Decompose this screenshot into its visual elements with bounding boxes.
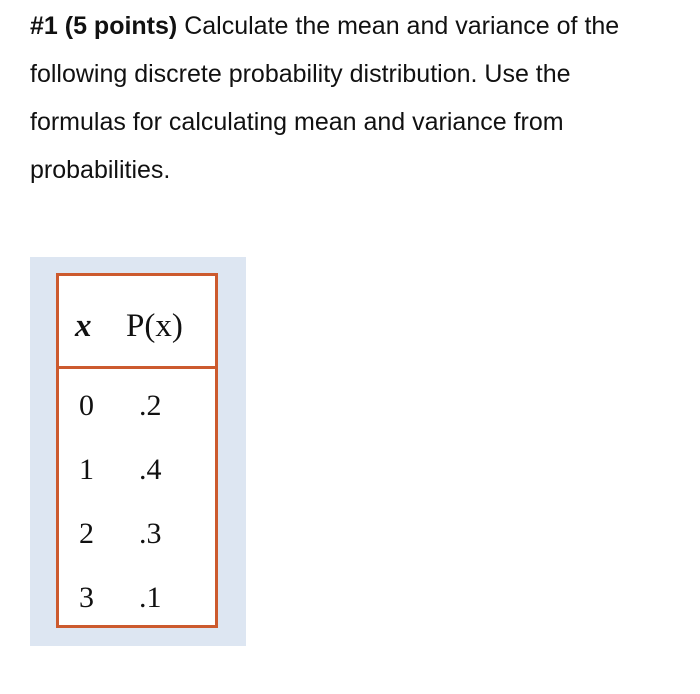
cell-px: .1 bbox=[139, 581, 162, 614]
table-header bbox=[59, 276, 215, 369]
cell-x: 1 bbox=[79, 453, 94, 486]
header-x: x bbox=[75, 308, 92, 344]
table-row bbox=[59, 445, 215, 509]
question-line-1 bbox=[30, 6, 698, 54]
question-line-4: probabilities. bbox=[30, 156, 171, 184]
cell-x: 2 bbox=[79, 517, 94, 550]
cell-x: 0 bbox=[79, 389, 94, 422]
question-line-2: following discrete probability distribution. Use the bbox=[30, 60, 571, 88]
table-row bbox=[59, 381, 215, 445]
table-row bbox=[59, 573, 215, 637]
header-px: P(x) bbox=[126, 308, 183, 344]
cell-px: .3 bbox=[139, 517, 162, 550]
probability-table bbox=[56, 273, 218, 628]
question-text bbox=[30, 6, 698, 198]
table-row bbox=[59, 509, 215, 573]
table-body bbox=[59, 369, 215, 637]
cell-px: .2 bbox=[139, 389, 162, 422]
question-line-1-text: Calculate the mean and variance of the bbox=[184, 12, 620, 40]
probability-table-image bbox=[30, 257, 246, 646]
question-line-3: formulas for calculating mean and variance from bbox=[30, 108, 564, 136]
cell-x: 3 bbox=[79, 581, 94, 614]
question-number: #1 (5 points) bbox=[30, 12, 178, 40]
cell-px: .4 bbox=[139, 453, 162, 486]
